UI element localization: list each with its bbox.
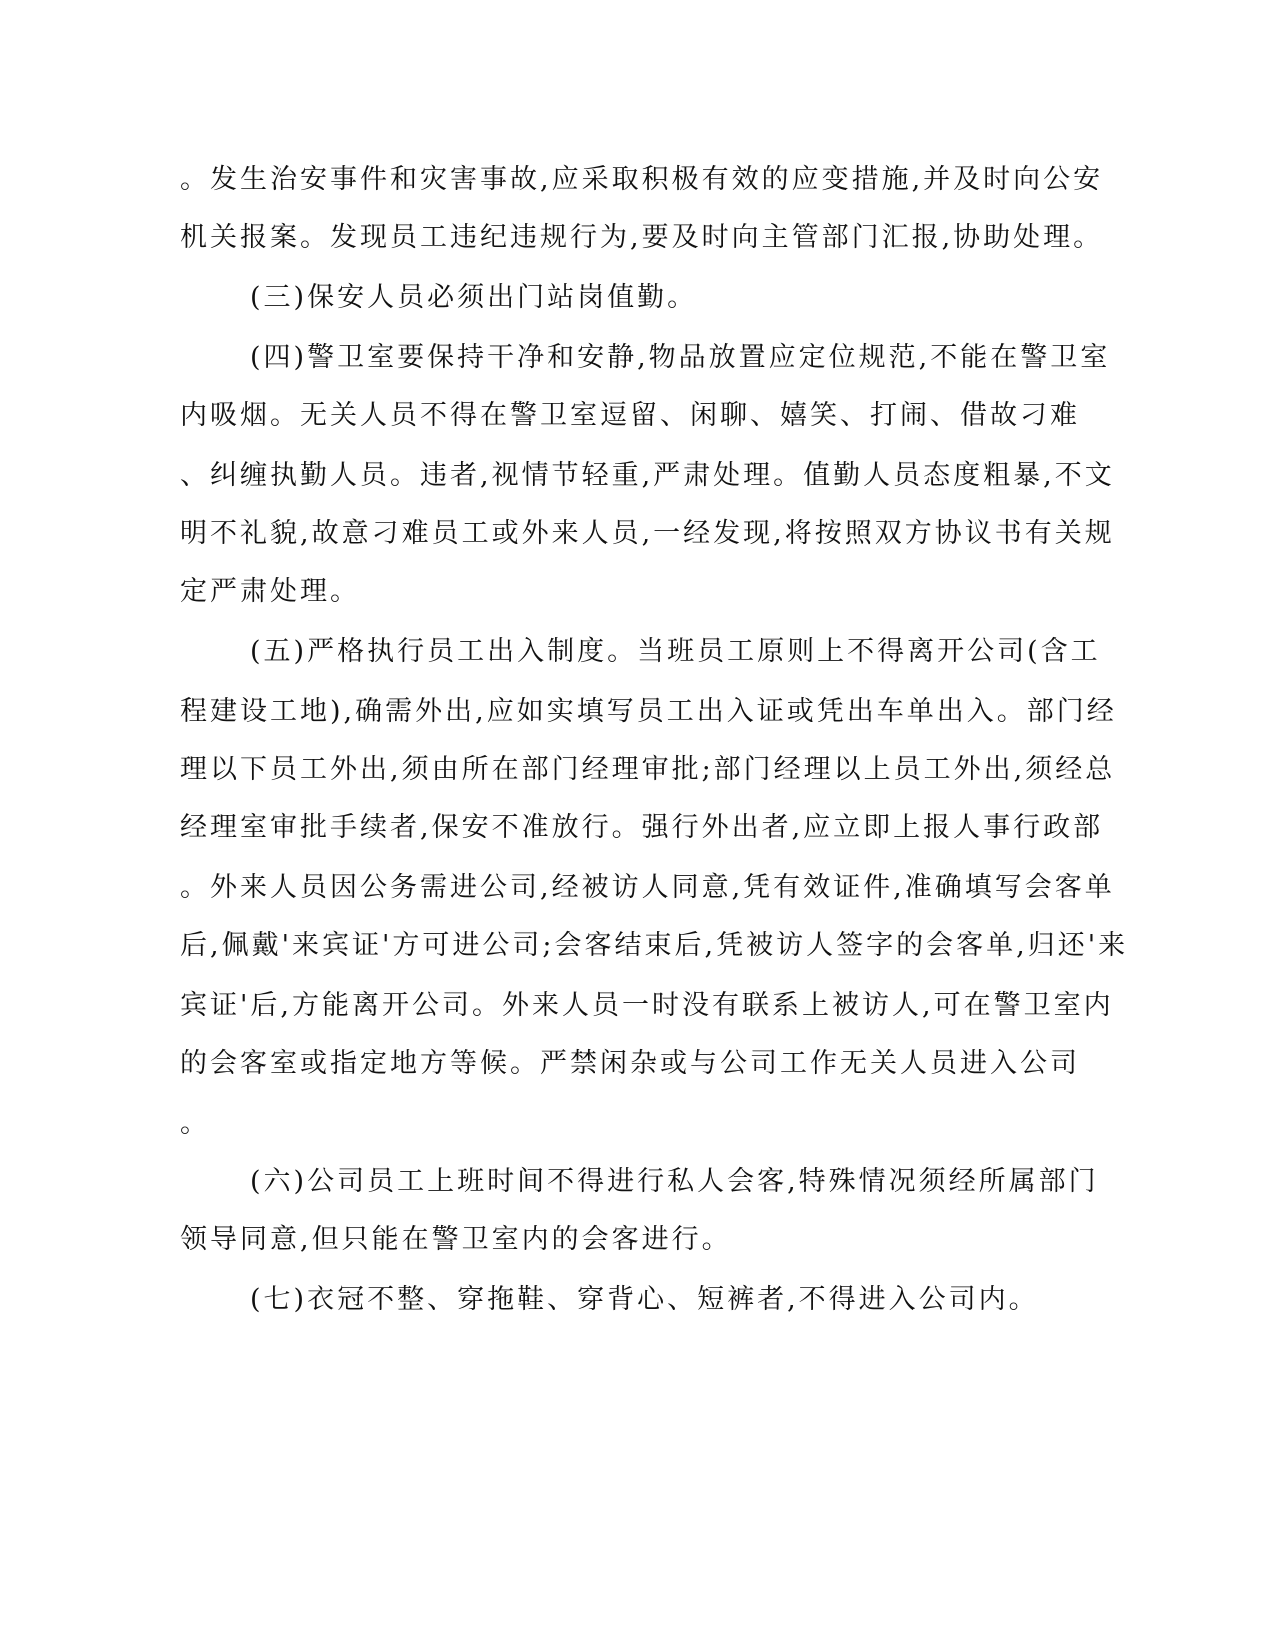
text-line: 理以下员工外出,须由所在部门经理审批;部门经理以上员工外出,须经总 [180, 754, 1116, 785]
text-line: 程建设工地),确需外出,应如实填写员工出入证或凭出车单出入。部门经 [180, 696, 1117, 727]
text-line: 。发生治安事件和灾害事故,应采取积极有效的应变措施,并及时向公安 [180, 164, 1104, 195]
text-line: 明不礼貌,故意刁难员工或外来人员,一经发现,将按照双方协议书有关规 [180, 518, 1115, 549]
text-line: 机关报案。发现员工违纪违规行为,要及时向主管部门汇报,协助处理。 [180, 222, 1104, 253]
text-line: 宾证'后,方能离开公司。外来人员一时没有联系上被访人,可在警卫室内 [180, 990, 1114, 1021]
text-line: 领导同意,但只能在警卫室内的会客进行。 [180, 1224, 732, 1255]
text-line: 后,佩戴'来宾证'方可进公司;会客结束后,凭被访人签字的会客单,归还'来 [180, 930, 1129, 961]
text-line: 。 [180, 1108, 210, 1139]
paragraph-4-start: (四)警卫室要保持干净和安静,物品放置应定位规范,不能在警卫室 [250, 342, 1111, 373]
text-line: 定严肃处理。 [180, 576, 360, 607]
text-line: 、纠缠执勤人员。违者,视情节轻重,严肃处理。值勤人员态度粗暴,不文 [180, 460, 1115, 491]
text-line: 的会客室或指定地方等候。严禁闲杂或与公司工作无关人员进入公司 [180, 1048, 1080, 1079]
text-line: 经理室审批手续者,保安不准放行。强行外出者,应立即上报人事行政部 [180, 812, 1104, 843]
text-line: 内吸烟。无关人员不得在警卫室逗留、闲聊、嬉笑、打闹、借故刁难 [180, 400, 1080, 431]
paragraph-3-start: (三)保安人员必须出门站岗值勤。 [250, 282, 698, 313]
paragraph-7-start: (七)衣冠不整、穿拖鞋、穿背心、短裤者,不得进入公司内。 [250, 1284, 1039, 1315]
paragraph-6-start: (六)公司员工上班时间不得进行私人会客,特殊情况须经所属部门 [250, 1166, 1099, 1197]
text-line: 。外来人员因公务需进公司,经被访人同意,凭有效证件,准确填写会客单 [180, 872, 1115, 903]
paragraph-5-start: (五)严格执行员工出入制度。当班员工原则上不得离开公司(含工 [250, 636, 1101, 667]
